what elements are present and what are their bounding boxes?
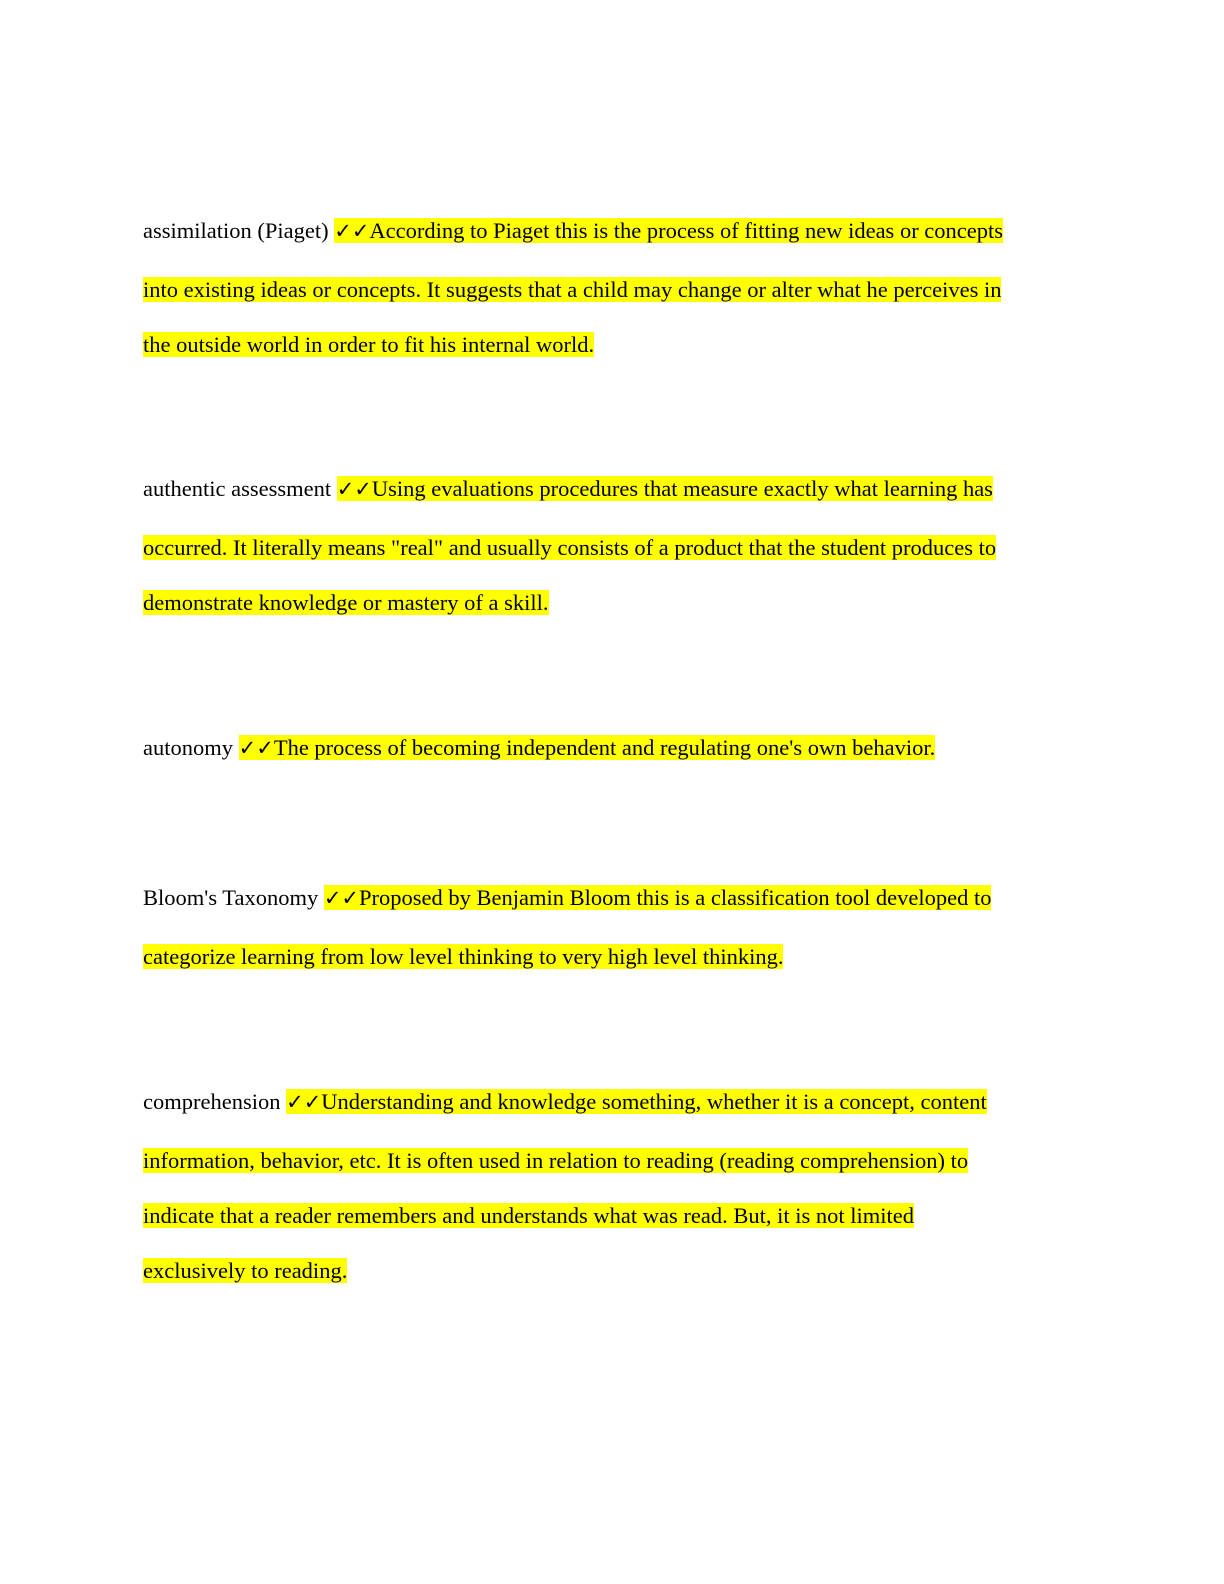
entry-line xyxy=(143,214,1003,248)
definition-text: Understanding and knowledge something, whether it is a concept, content xyxy=(321,1089,987,1114)
entry-term: authentic assessment xyxy=(143,476,332,501)
highlighted-definition xyxy=(286,1089,987,1114)
entry-line xyxy=(143,472,993,506)
entry-line xyxy=(143,531,996,565)
entry-line xyxy=(143,1199,914,1233)
definition-text: Using evaluations procedures that measure exactly what learning has xyxy=(371,476,993,501)
highlighted-definition xyxy=(324,885,992,910)
double-checkmark-icon: ✓✓ xyxy=(323,886,360,910)
entry-line xyxy=(143,881,991,915)
entry-term: assimilation (Piaget) xyxy=(143,218,329,243)
double-checkmark-icon: ✓✓ xyxy=(334,219,370,243)
entry-term: comprehension xyxy=(143,1089,281,1114)
definition-text: occurred. It literally means "real" and usually consists of a product that the student produces to xyxy=(143,535,997,560)
entry-line xyxy=(143,1254,347,1288)
definition-text: categorize learning from low level thinking to very high level thinking. xyxy=(143,944,784,969)
highlighted-definition xyxy=(334,218,1003,243)
entry-term: autonomy xyxy=(143,735,233,760)
highlighted-definition xyxy=(239,735,936,760)
entry-line xyxy=(143,328,594,362)
double-checkmark-icon: ✓✓ xyxy=(286,1090,322,1114)
entry-term: Bloom's Taxonomy xyxy=(143,885,319,910)
definition-text: into existing ideas or concepts. It suggests that a child may change or alter what he perceives in xyxy=(143,277,1002,302)
double-checkmark-icon: ✓✓ xyxy=(336,477,372,501)
entry-line xyxy=(143,273,1001,307)
entry-line xyxy=(143,731,935,765)
definition-text: The process of becoming independent and regulating one's own behavior. xyxy=(273,735,936,760)
definition-text: exclusively to reading. xyxy=(143,1258,348,1283)
definition-text: According to Piaget this is the process of fitting new ideas or concepts xyxy=(369,218,1004,243)
entry-line xyxy=(143,1085,987,1119)
double-checkmark-icon: ✓✓ xyxy=(238,736,274,760)
definition-text: information, behavior, etc. It is often used in relation to reading (reading comprehension) to xyxy=(143,1148,969,1173)
highlighted-definition xyxy=(337,476,993,501)
entry-line xyxy=(143,940,783,974)
entry-line xyxy=(143,586,549,620)
definition-text: Proposed by Benjamin Bloom this is a classification tool developed to xyxy=(359,885,992,910)
definition-text: demonstrate knowledge or mastery of a skill. xyxy=(143,590,549,615)
definition-text: indicate that a reader remembers and understands what was read. But, it is not limited xyxy=(143,1203,915,1228)
definition-text: the outside world in order to fit his internal world. xyxy=(143,332,595,357)
entry-line xyxy=(143,1144,968,1178)
